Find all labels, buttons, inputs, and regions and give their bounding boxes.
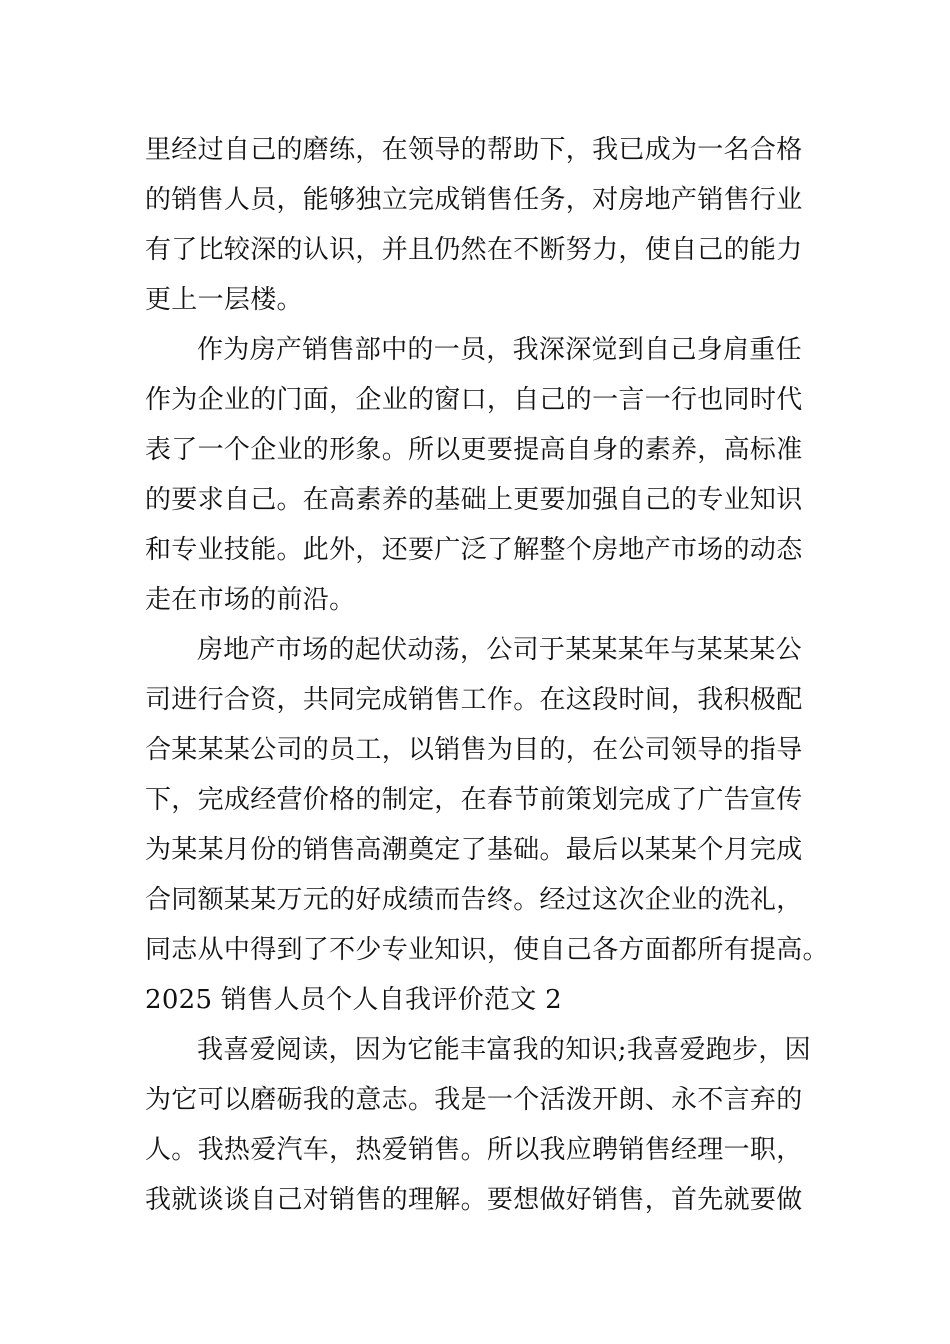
body-text-line: 有了比较深的认识，并且仍然在不断努力，使自己的能力 <box>145 235 803 265</box>
body-text-line: 作为企业的门面，企业的窗口，自己的一言一行也同时代 <box>145 385 803 415</box>
body-text-line: 司进行合资，共同完成销售工作。在这段时间，我积极配 <box>145 685 803 715</box>
body-text-line: 走在市场的前沿。 <box>145 585 356 615</box>
body-text-line: 合某某某公司的员工，以销售为目的，在公司领导的指导 <box>145 735 803 765</box>
body-text-line: 表了一个企业的形象。所以更要提高自身的素养，高标准 <box>145 435 803 465</box>
paragraph-first-line: 房地产市场的起伏动荡，公司于某某某年与某某某公 <box>197 635 802 665</box>
body-text-line: 的要求自己。在高素养的基础上更要加强自己的专业知识 <box>145 485 803 515</box>
paragraph-first-line: 我喜爱阅读，因为它能丰富我的知识;我喜爱跑步，因 <box>197 1035 811 1065</box>
body-text-line: 合同额某某万元的好成绩而告终。经过这次企业的洗礼， <box>145 885 803 915</box>
body-text-line: 和专业技能。此外，还要广泛了解整个房地产市场的动态 <box>145 535 803 565</box>
paragraph-first-line: 作为房产销售部中的一员，我深深觉到自己身肩重任 <box>197 335 802 365</box>
body-text-line: 为它可以磨砺我的意志。我是一个活泼开朗、永不言弃的 <box>145 1085 803 1115</box>
body-text-line: 里经过自己的磨练，在领导的帮助下，我已成为一名合格 <box>145 135 803 165</box>
body-text-line: 同志从中得到了不少专业知识，使自己各方面都所有提高。 <box>145 935 829 965</box>
body-text-line: 更上一层楼。 <box>145 285 303 315</box>
body-text-line: 人。我热爱汽车，热爱销售。所以我应聘销售经理一职， <box>145 1135 803 1165</box>
body-text-line: 的销售人员，能够独立完成销售任务，对房地产销售行业 <box>145 185 803 215</box>
body-text-line: 下，完成经营价格的制定，在春节前策划完成了广告宣传 <box>145 785 803 815</box>
section-heading: 2025 销售人员个人自我评价范文 2 <box>145 985 562 1015</box>
body-text-line: 为某某月份的销售高潮奠定了基础。最后以某某个月完成 <box>145 835 803 865</box>
body-text-line: 我就谈谈自己对销售的理解。要想做好销售，首先就要做 <box>145 1185 803 1215</box>
